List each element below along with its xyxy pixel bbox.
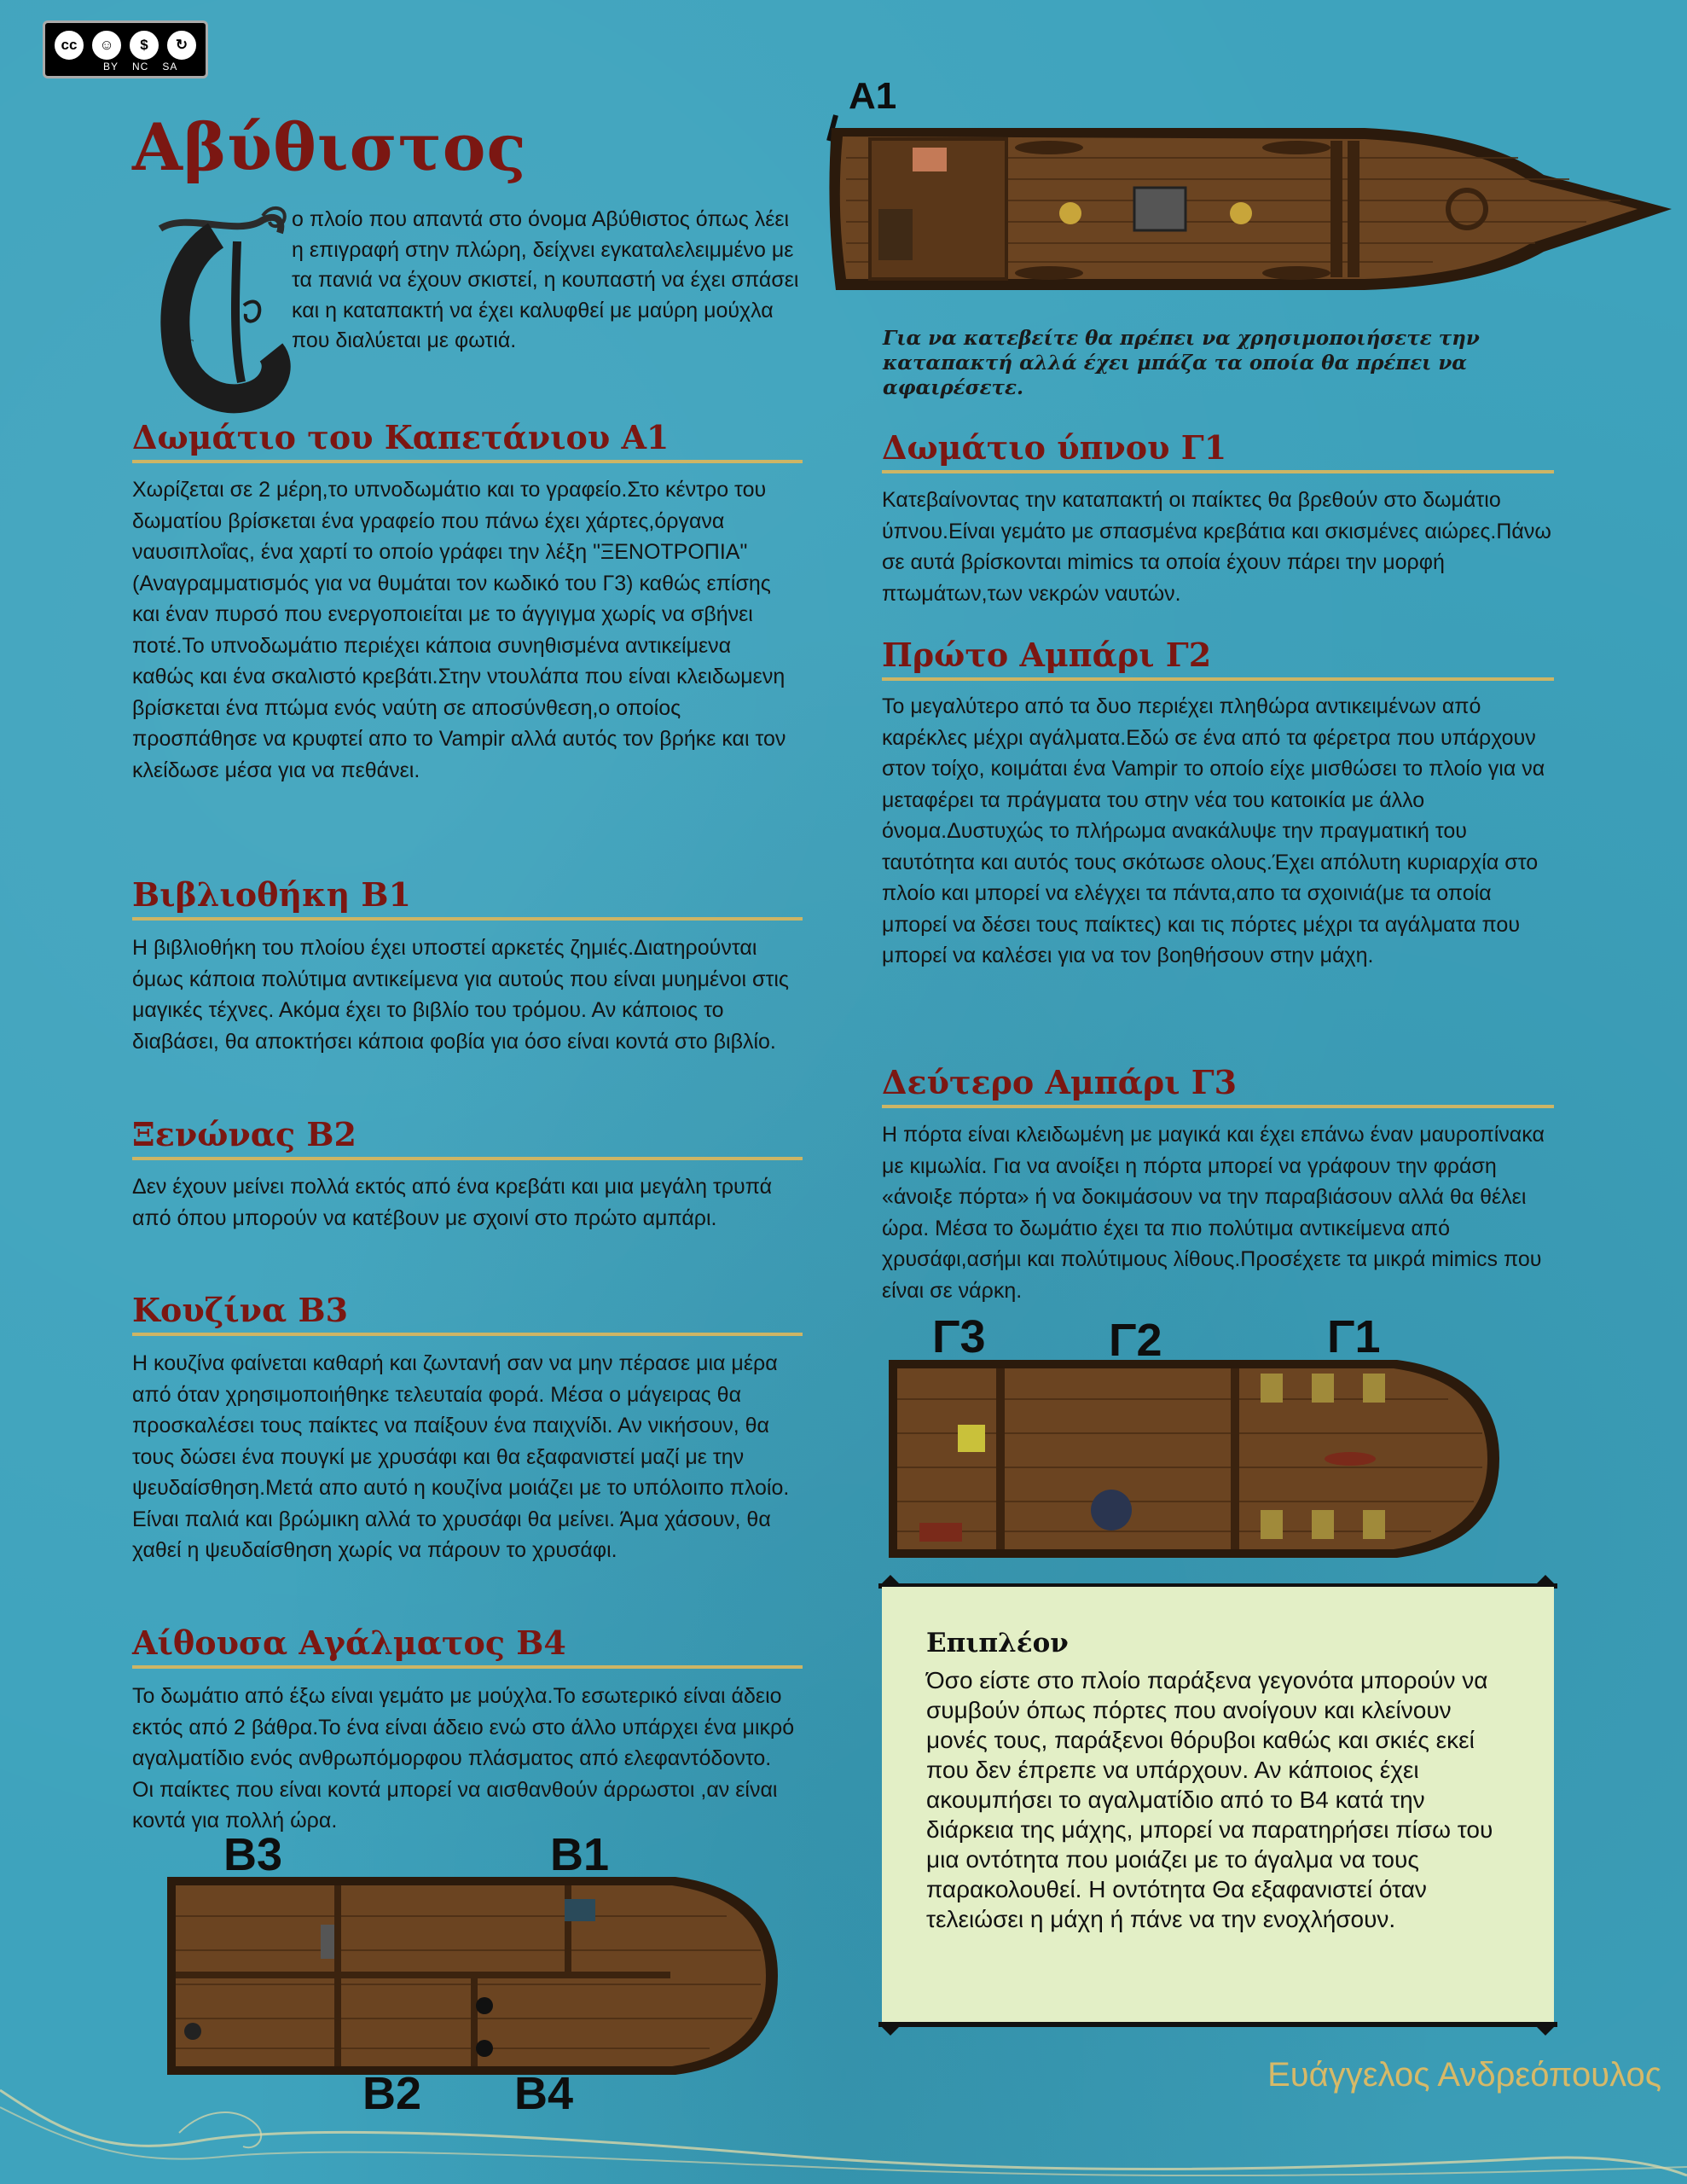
heading-second-hold: Δεύτερο Αμπάρι Γ3 (882, 1063, 1554, 1108)
body-statue-hall: Το δωμάτιο από έξω είναι γεμάτο με μούχλα.Το εσωτερικό είναι άδειο εκτός από 2 βάθρα.Το ένα είναι άδειο ενώ στο άλλο υπάρχει ένα μικρό αγαλματίδιο ενός ανθρωπόμορφου πλάσματος από ελεφαντόδοντο. Οι παίκτες που είναι κοντά μπορεί να αισθανθούν άρρωστοι ,αν είναι κοντά για πολλή ώρα. (132, 1684, 795, 1833)
body-kitchen: Η κουζίνα φαίνεται καθαρή και ζωντανή σαν να μην πέρασε μια μέρα από όταν χρησιμοποιήθηκε τελευταία φορά. Μέσα ο μάγειρας θα προσκαλέσει τους παίκτες να παίξουν ένα παιχνίδι. Αν νικήσουν, θα τους δώσει ένα πουγκί με χρυσάφι και θα εξαφανιστεί μαζί με την ψευδαίσθηση.Μετά απο αυτό η κουζίνα μοιάζει με το υπόλοιπο πλοίο. Είναι παλιά και βρώμικη αλλά το χρυσάφι θα μείνει. Άμα χάσουν, θα χαθεί η ψευδαίσθηση χωρίς να πάρουν το χρυσάφι. (132, 1351, 790, 1562)
heading-kitchen: Κουζίνα Β3 (132, 1291, 803, 1336)
license-label-sa: SA (162, 61, 178, 73)
map-label-b1: Β1 (550, 1829, 610, 1880)
nc-icon: $ (127, 28, 161, 62)
body-second-hold: Η πόρτα είναι κλειδωμένη με μαγικά και έχει επάνω έναν μαυροπίνακα με κιμωλία. Για να ανοίξει η πόρτα μπορεί να γράφουν την φράση «άνοιξε πόρτα» ή να δοκιμάσουν να την παραβιάσουν αλλά θα θέλει ώρα. Μέσα το δωμάτιο έχει τα πιο πολύτιμα αντικείμενα από χρυσάφι,ασήμι και πολύτιμους λίθους.Προσέχετε τα μικρά mimics που είναι σε νάρκη. (882, 1123, 1545, 1303)
license-label-by: BY (103, 61, 119, 73)
map-label-g2: Γ2 (1109, 1315, 1162, 1366)
body-library: Η βιβλιοθήκη του πλοίου έχει υποστεί αρκετές ζημιές.Διατηρούνται όμως κάποια πολύτιμα αντικείμενα για αυτούς που είναι μυημένοι στις μαγικές τέχνες. Ακόμα έχει το βιβλίο του τρόμου. Αν κάποιος το διαβάσει, θα αποκτήσει κάποια φοβία για όσο είναι κοντά στο βιβλίο. (132, 936, 789, 1054)
drop-cap-letter: Τ (188, 340, 194, 349)
info-box-heading: Επιπλέον (926, 1628, 1069, 1658)
deck-map (819, 81, 1672, 311)
intro-paragraph: ο πλοίο που απαντά στο όνομα Αβύθιστος όπως λέει η επιγραφή στην πλώρη, δείχνει εγκαταλελειμμένο με τα πανιά να έχουν σκιστεί, η κουπαστή να έχει σπάσει και η καταπακτή να έχει καλυφθεί με μαύρη μούχλα που διαλύεται με φωτιά. (292, 207, 799, 352)
map-label-a1: Α1 (849, 75, 897, 117)
lower-deck-map (885, 1356, 1499, 1561)
sa-icon: ↻ (165, 28, 199, 62)
heading-sleeping-room: Δωμάτιο ύπνου Γ1 (882, 428, 1554, 473)
heading-library: Βιβλιοθήκη Β1 (132, 875, 803, 921)
body-guest-room: Δεν έχουν μείνει πολλά εκτός από ένα κρεβάτι και μια μεγάλη τρυπά από όπου μπορούν να κατέβουν με σχοινί στο πρώτο αμπάρι. (132, 1175, 773, 1230)
drop-cap-ornament (135, 203, 293, 416)
map-label-b3: Β3 (223, 1829, 283, 1880)
heading-guest-room: Ξενώνας Β2 (132, 1115, 803, 1160)
footer-flourish (0, 2073, 1687, 2184)
map-label-b4: Β4 (514, 2068, 574, 2119)
page-title: Αβύθιστος (132, 109, 527, 185)
map-label-g1: Γ1 (1327, 1311, 1381, 1362)
by-icon: ☺ (90, 28, 124, 62)
author-signature: Ευάγγελος Ανδρεόπουλος (1267, 2056, 1661, 2094)
heading-statue-hall: Αίθουσα Αγάλματος Β4 (132, 1623, 803, 1669)
cc-icon: cc (52, 28, 86, 62)
map-label-b2: Β2 (362, 2068, 422, 2119)
license-label-nc: NC (132, 61, 149, 73)
body-captain-room: Χωρίζεται σε 2 μέρη,το υπνοδωμάτιο και το γραφείο.Στο κέντρο του δωματίου βρίσκεται ένα γραφείο που πάνω έχει χάρτες,όργανα ναυσιπλοΐας, ένα χαρτί το οποίο γράφει την λέξη "ΞΕΝΟΤΡΟΠΙΑ"(Αναγραμματισμός για να θυμάται τον κωδικό του Γ3) καθώς επίσης και έναν πυρσό που ενεργοποιείται με το άγγιγμα χωρίς να σβήνει ποτέ.Το υπνοδωμάτιο περιέχει κάποια συνηθισμένα αντικείμενα καθώς και ένα σκαλιστό κρεβάτι.Στην ντουλάπα που είναι κλειδωμενη βρίσκεται ένα πτώμα ενός ναύτη σε αποσύνθεση,ο οποίος προσπάθησε να κρυφτεί απο το Vampir αλλά αυτός τον βρήκε και τον κλείδωσε μέσα για να πεθάνει. (132, 478, 786, 782)
body-first-hold: Το μεγαλύτερο από τα δυο περιέχει πληθώρα αντικειμένων από καρέκλες μέχρι αγάλματα.Εδώ σε ένα από τα φέρετρα που υπάρχουν στον τοίχο, κοιμάται ένα Vampir το οποίο είχε μισθώσει το πλοίο για να μεταφέρει τα πράγματα του στην νέα του κατοικία με άλλο όνομα.Δυστυχώς το πλήρωμα ανακάλυψε την πραγματική του ταυτότητα και αυτός τους σκότωσε ολους.Έχει απόλυτη κυριαρχία στο πλοίο και μπορεί να ελέγχει τα πάντα,απο τα σχοινιά(με τα οποία μπορεί να δέσει τους παίκτες) και τις πόρτες μέχρι τα αγάλματα που μπορεί να καλέσει για να τον βοηθήσουν στην μάχη. (882, 694, 1545, 967)
info-box (882, 1587, 1554, 2022)
heading-captain-room: Δωμάτιο του Καπετάνιου Α1 (132, 418, 803, 463)
body-sleeping-room: Κατεβαίνοντας την καταπακτή οι παίκτες θα βρεθούν στο δωμάτιο ύπνου.Είναι γεμάτο με σπασμένα κρεβάτια και σκισμένες αιώρες.Πάνω σε αυτά βρίσκονται mimics τα οποία έχουν πάρει την μορφή πτωμάτων,των νεκρών ναυτών. (882, 488, 1551, 606)
license-badge (43, 20, 208, 78)
info-box-body: Όσο είστε στο πλοίο παράξενα γεγονότα μπορούν να συμβούν όπως πόρτες που ανοίγουν και κλείνουν μονές τους, παράξενοι θόρυβοι καθώς και σκιές εκεί που δεν έπρεπε να υπάρχουν. Αν κάποιος έχει ακουμπήσει το αγαλματίδιο από το Β4 κατά την διάρκεια της μάχης, μπορεί να παρατηρήσει πίσω του μια οντότητα που μοιάζει με το άγαλμα να τους παρακολουθεί. Η οντότητα Θα εξαφανιστεί όταν τελειώσει η μάχη ή πάνε να την ενοχλήσουν. (926, 1667, 1493, 1932)
map-label-g3: Γ3 (932, 1311, 986, 1362)
deck-caption: Για να κατεβείτε θα πρέπει να χρησιμοποιήσετε την καταπακτή αλλά έχει μπάζα τα οποία θα πρέπει να αφαιρέσετε. (883, 327, 1480, 399)
middle-deck-map (164, 1873, 778, 2078)
heading-first-hold: Πρώτο Αμπάρι Γ2 (882, 636, 1554, 681)
